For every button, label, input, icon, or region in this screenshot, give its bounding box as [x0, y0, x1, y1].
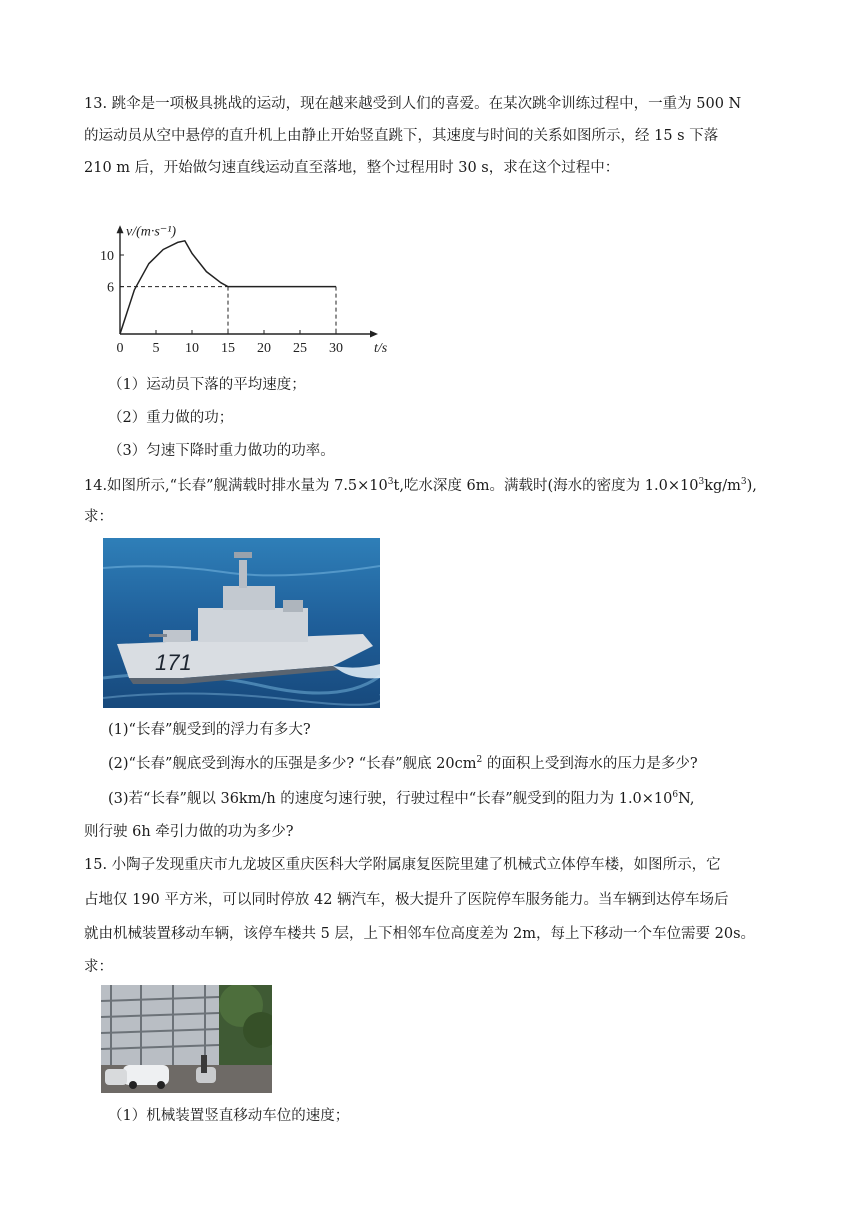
x-tick-label: 0: [116, 341, 124, 356]
q13-sub-1: （1）运动员下落的平均速度；: [108, 377, 306, 393]
velocity-time-chart: [100, 192, 390, 362]
q15-sub-1: （1）机械装置竖直移动车位的速度；: [108, 1108, 350, 1124]
q13-sub-3: （3）匀速下降时重力做功的功率。: [108, 443, 335, 459]
q13-line-2: 的运动员从空中悬停的直升机上由静止开始竖直跳下，其速度与时间的关系如图所示，经 15 s 下落: [84, 128, 719, 144]
q14-sub-3-cont: 则行驶 6h 牵引力做的功为多少?: [84, 824, 294, 840]
y-tick-label: 10: [100, 249, 114, 264]
x-tick-label: 10: [185, 341, 199, 356]
q13-line-1: 13. 跳伞是一项极具挑战的运动，现在越来越受到人们的喜爱。在某次跳伞训练过程中，一重为 500 N: [84, 96, 742, 112]
x-tick-label: 15: [221, 341, 235, 356]
hull-number: 171: [155, 650, 192, 675]
y-tick-label: 6: [107, 280, 114, 296]
x-axis-arrow: [370, 331, 378, 338]
q14-line-1: 14.如图所示,“长春”舰满载时排水量为 $7.5\times 10^3t$,吃水深度 6m。满载时(海水的密度为 $1.0\times 10^3kg/m^3$),: [84, 477, 757, 494]
q15-line-3: 就由机械装置移动车辆，该停车楼共 5 层，上下相邻车位高度差为 2m，每上下移动一个车位需要 20s。: [84, 926, 756, 942]
q13-sub-2: （2）重力做的功；: [108, 410, 234, 426]
q14-sub-2: (2)“长春”舰底受到海水的压强是多少? “长春”舰底 $20cm^2$ 的面积上受到海水的压力是多少?: [108, 755, 698, 772]
q15-line-2: 占地仅 190 平方米，可以同时停放 42 辆汽车，极大提升了医院停车服务能力。当车辆到达停车场后: [84, 892, 729, 908]
q14-sub-1: (1)“长春”舰受到的浮力有多大?: [108, 722, 311, 738]
q14-sub-3: (3)若“长春”舰以 36km/h 的速度匀速行驶，行驶过程中“长春”舰受到的阻力为 $1.0\times 10^6N$,: [108, 790, 695, 807]
x-tick-label: 20: [257, 341, 271, 356]
q15-line-1: 15. 小陶子发现重庆市九龙坡区重庆医科大学附属康复医院里建了机械式立体停车楼，如图所示，它: [84, 857, 721, 873]
parking-garage-photo: [101, 985, 272, 1093]
q14-line-2: 求：: [84, 509, 113, 525]
y-axis-arrow: [117, 225, 124, 233]
x-tick-label: 25: [293, 341, 307, 356]
x-tick-label: 5: [152, 341, 160, 356]
q15-line-4: 求：: [84, 959, 113, 975]
x-axis-label: t/s: [374, 341, 388, 356]
q13-line-3: 210 m 后，开始做匀速直线运动直至落地，整个过程用时 30 s，求在这个过程中：: [84, 160, 620, 176]
x-tick-label: 30: [329, 341, 343, 356]
warship-photo: [103, 538, 380, 708]
y-axis-label: v/(m·s⁻¹): [126, 224, 177, 240]
